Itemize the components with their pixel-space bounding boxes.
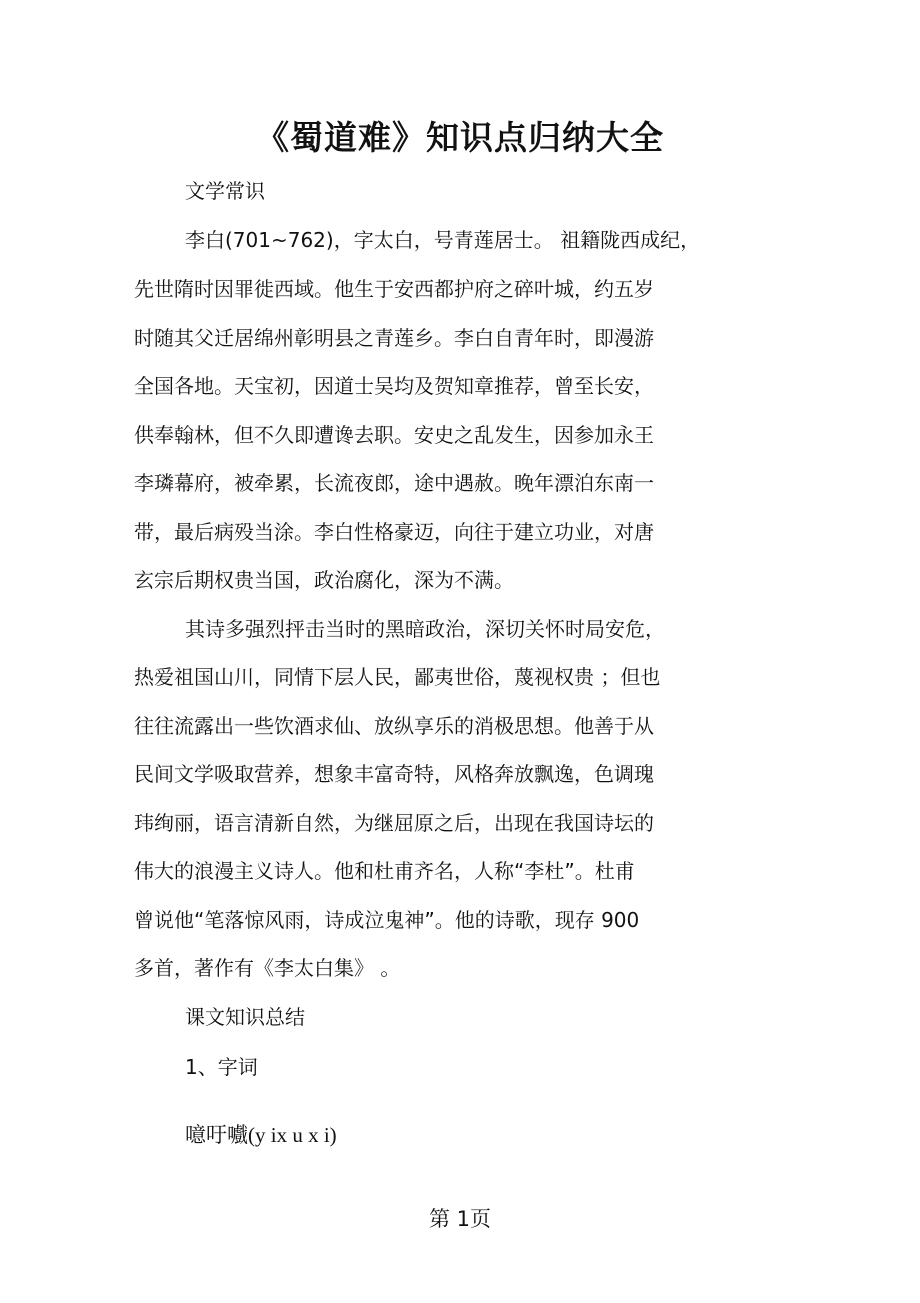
paragraph-line: 曾说他“笔落惊风雨，诗成泣鬼神”。他的诗歌，现存 900 xyxy=(134,908,640,932)
paragraph-line: 民间文学吸取营养，想象丰富奇特，风格奔放飘逸，色调瑰 xyxy=(134,762,654,786)
paragraph-line: 先世隋时因罪徙西域。他生于安西都护府之碎叶城，约五岁 xyxy=(134,277,654,301)
paragraph-line: 李璘幕府，被牵累，长流夜郎，途中遇赦。晚年漂泊东南一 xyxy=(134,471,654,495)
paragraph-line: 供奉翰林，但不久即遭谗去职。安史之乱发生，因参加永王 xyxy=(134,423,654,447)
paragraph-line: 带，最后病殁当涂。李白性格豪迈，向往于建立功业，对唐 xyxy=(134,520,654,544)
paragraph-line: 其诗多强烈抨击当时的黑暗政治，深切关怀时局安危， xyxy=(185,617,665,641)
paragraph-line: 玄宗后期权贵当国，政治腐化，深为不满。 xyxy=(134,568,514,592)
paragraph-line: 玮绚丽，语言清新自然，为继屈原之后，出现在我国诗坛的 xyxy=(134,811,654,835)
paragraph-line: 时随其父迁居绵州彰明县之青莲乡。李白自青年时，即漫游 xyxy=(134,326,654,350)
section-heading-summary: 课文知识总结 xyxy=(185,1005,305,1029)
paragraph-line: 伟大的浪漫主义诗人。他和杜甫齐名，人称“李杜”。杜甫 xyxy=(134,859,635,883)
paragraph-line: 热爱祖国山川，同情下层人民，鄙夷世俗，蔑视权贵 ；但也 xyxy=(134,665,661,689)
word-entry: 噫吁嚱(y ix u x i) xyxy=(185,1123,337,1147)
subsection-heading-words: 1、字词 xyxy=(185,1055,258,1079)
paragraph-line: 李白(701~762)，字太白，号青莲居士。 祖籍陇西成纪， xyxy=(185,228,701,252)
paragraph-line: 全国各地。天宝初，因道士吴均及贺知章推荐，曾至长安， xyxy=(134,374,654,398)
paragraph-line: 多首，著作有《李太白集》 。 xyxy=(134,956,401,980)
paragraph-line: 往往流露出一些饮酒求仙、放纵享乐的消极思想。他善于从 xyxy=(134,714,654,738)
page-number: 第 1页 xyxy=(428,1207,492,1231)
page-title: 《蜀道难》知识点归纳大全 xyxy=(256,118,664,157)
section-heading-literary: 文学常识 xyxy=(185,179,265,203)
